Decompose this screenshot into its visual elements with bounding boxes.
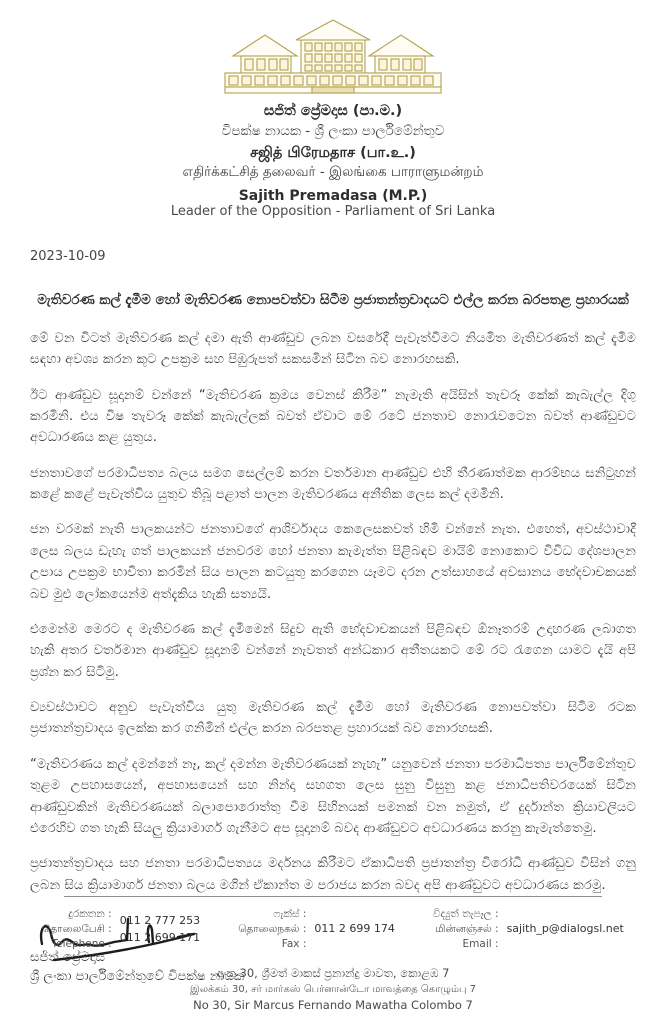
address-sinhala: අංක 30, ශ්‍රීමත් මාකස් ප්‍රනාන්දු මාවත, කොළඹ 7	[216, 965, 450, 980]
email-address: sajith_p@dialogsl.net	[506, 922, 624, 936]
telephone-label-tamil: தொலைபேசி :	[42, 923, 112, 936]
telephone-label-sinhala: දුරකතන :	[68, 907, 112, 920]
paragraph-2: ඊට ආණ්ඩුව සූදානම් වන්නේ “මැතිවරණ ක්‍රමය වෙනස් කිරීම” නැමැති අයිසින් තැවරූ කේක් කැබැල්ල දිගු කරමිනි. එය විෂ තැවරූ කේක් කැබැල්ලක් බවත් ඒවාට මේ රටේ ජනතාව නොරැවටෙන බවත් ආණ්ඩුවට අවධාරණය කළ යුතුය.	[30, 387, 636, 446]
paragraph-3: ජනතාවගේ පරමාධිපත්‍ය බලය සමග සෙල්ලම් කරන වර්තමාන ආණ්ඩුව එහි තීරණාත්මක ආරම්භය සනිටුහන් කළේ කළේ පැවැත්විය යුතුව තිබූ පළාත් පාලන මැතිවරණය අනීතික ලෙස කල් දමමිනි.	[30, 465, 636, 503]
letter-date: 2023-10-09	[30, 248, 106, 264]
fax-group	[238, 907, 395, 953]
paragraph-7: “මැතිවරණය කල් දමන්නේ නෑ, කල් දමන්න මැතිවරණයක් නැහැ” යනුවෙන් ජනතා පරමාධිපත්‍ය පාර්ලිමේන්තුව තුළම උපහාසයෙන්, අපහාසයෙන් සහ නින්දා සහගත ලෙස සුනු විසුනු කළ ජනාධිපතිවරයෙක් සිටින ආණ්ඩුවකින් මැතිවරණයක් බලාපොරොත්තු වීම සිහිනයක් පමනක් වන නමුත්, ඒ දුර්දාන්ත ක්‍රියාවලියට එරෙහිව ගත හැකි සියලු ක්‍රියාමාර්ග ගැනීමට අප සූදානම් බවද ආණ්ඩුවට අවධාරණය කරනු කැමැත්තෙමු.	[30, 756, 636, 836]
telephone-number-1: 011 2 777 253	[119, 914, 201, 928]
email-label-english: Email :	[462, 938, 499, 951]
footer	[0, 896, 666, 1024]
paragraph-4: ජන වරමක් නැති පාලකයන්ට ජනතාවගේ ආශිර්වාදය කෙලෙසකවත් හිමි වන්නේ නැත. එහෙත්, අවස්ථාවාදී ලෙස බලය ඩැහැ ගත් පාලකයන් ජනවරම හෝ ජනතා කැමැත්ත පිළිබඳව මායිම් නොකොට විවිධ දේශපාලන උපාය උපක්‍රම භාවිතා කරමින් සිය පාලන කටයුතු කරගෙන යෑමට දරන උත්සාහයේ අවසානය භේදවාචකයක් බව මුළු ලෝකයෙන්ම අත්දැකිය හැකි සත්‍යයි.	[30, 522, 636, 602]
telephone-number-2: 011 2 699 171	[119, 930, 201, 944]
parliament-building-icon	[30, 16, 636, 96]
letterhead-name-tamil: சஜித் பிரேமதாச (பா.உ.)	[250, 144, 416, 161]
fax-label-english: Fax :	[281, 938, 307, 951]
letterhead-title-english: Leader of the Opposition - Parliament of Sri Lanka	[170, 203, 496, 219]
paragraph-6: ව්‍යවස්ථාවට අනුව පැවැත්විය යුතු මැතිවරණ කල් දැමීම හෝ මැතිවරණ නොපවත්වා සිටීම රටක ප්‍රජාතන්ත්‍රවාදය ඉලක්ක කර ගනිමින් එල්ල කරන බරපතළ ප්‍රහාරයක් බව නොරහසකි.	[30, 700, 636, 737]
fax-number: 011 2 699 174	[314, 922, 395, 936]
contact-row	[0, 907, 666, 953]
address-tamil: இலக்கம் 30, சர் மார்கஸ் பெர்னான்டோ மாவத்தை கொழும்பு 7	[189, 983, 477, 995]
letter-heading: මැතිවරණ කල් දැමීම හෝ මැතිවරණ නොපවත්වා සිටීම ප්‍රජාතන්ත්‍රවාදයට එල්ල කරන බරපතළ ප්‍රහාරයක්	[37, 291, 629, 308]
letterhead-title-tamil: எதிர்க்கட்சித் தலைவர் - இலங்கை பாராளுமன்றம்	[182, 164, 484, 181]
fax-label-tamil: தொலைநகல் :	[238, 923, 307, 936]
footer-divider	[64, 896, 602, 897]
letterhead-title-sinhala: විපක්ෂ නායක - ශ්‍රී ලංකා පාර්ලිමේන්තුව	[221, 122, 445, 139]
paragraph-1: මේ වන විටත් මැතිවරණ කල් දමා ඇති ආණ්ඩුව ලබන වසරේදී පැවැත්වීමට නියමිත මැතිවරණත් කල් දැමීම සඳහා අවශ්‍ය කරන කූට උපක්‍රම සහ පිඹුරුපත් සකසමින් සිටින බව නොරහසකි.	[30, 330, 636, 368]
signature-name: සජිත් ප්‍රේමදාස	[30, 950, 105, 966]
address-english: No 30, Sir Marcus Fernando Mawatha Colombo 7	[193, 997, 473, 1012]
telephone-label-english: Telephone :	[51, 938, 112, 951]
paragraph-8: ප්‍රජාතන්ත්‍රවාදය සහ ජනතා පරමාධිපත්‍යය මර්දනය කිරීමට ඒකාධිපති ප්‍රජාතන්ත්‍ර විරෝධී ආණ්ඩුව විසින් ගනු ලබන සිය ක්‍රියාමාර්ග ජනතා බලය මගින් ඒකාන්ත ම පරාජය කරන බවද අපි ආණ්ඩුවට අවධාරණය කරමු.	[30, 856, 636, 893]
letter-body	[30, 328, 636, 896]
email-group	[433, 907, 624, 953]
letterhead	[30, 16, 636, 219]
telephone-group	[42, 907, 200, 953]
paragraph-5: එමෙන්ම මෙරට ද මැතිවරණ කල් දැමීමෙන් සිදුව ඇති භේදවාචකයන් පිළිබඳව ඕනෑතරම් උදාහරණ ලබාගත හැකි අතර වර්තමාන ආණ්ඩුව සූදානම් වන්නේ නැවතත් අන්ධකාර අතීතයකට මේ රට රැගෙන යාමට දැයි අපි ප්‍රශ්න කර සිටිමු.	[30, 621, 636, 680]
fax-label-sinhala: ෆැක්ස් :	[273, 907, 307, 920]
signature-title: ශ්‍රී ලංකා පාර්ලිමේන්තුවේ විපක්ෂ නායක	[30, 969, 245, 985]
letterhead-name-sinhala: සජිත් ප්‍රේමදාස (පා.ම.)	[263, 103, 403, 119]
email-label-sinhala: විද්‍යුත් තැපෑල :	[432, 907, 499, 920]
email-label-tamil: மின்னஞ்சல் :	[435, 923, 499, 936]
address-block	[0, 965, 666, 1015]
letterhead-name-english: Sajith Premadasa (M.P.)	[238, 187, 428, 204]
